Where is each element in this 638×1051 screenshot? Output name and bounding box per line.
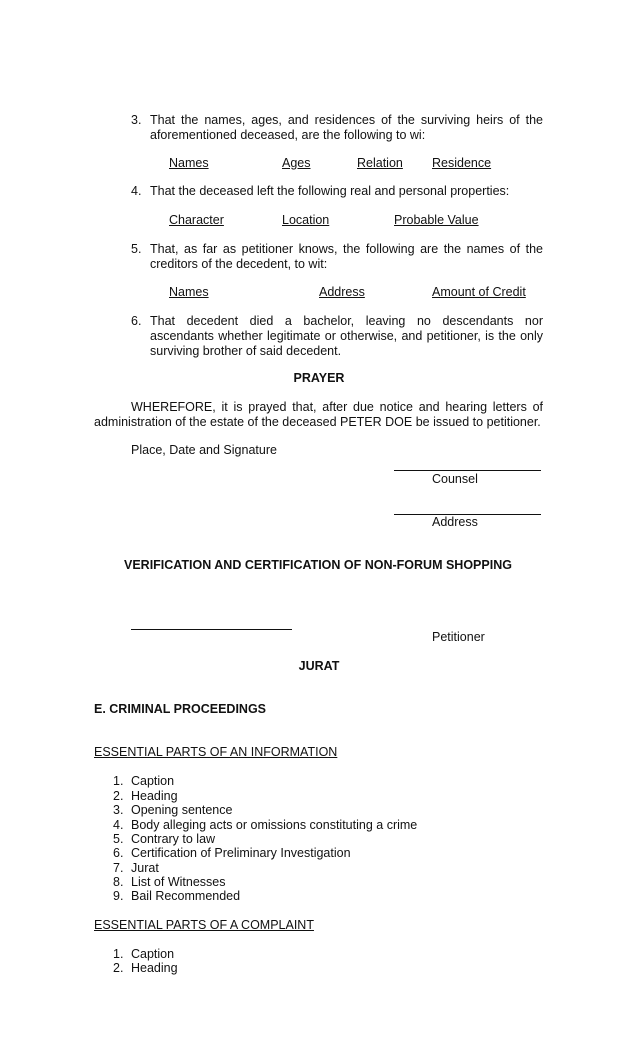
list-number: 1. (113, 774, 124, 788)
column-header: Address (319, 285, 365, 299)
prayer-text-line: WHEREFORE, it is prayed that, after due notice and hearing letters of (131, 400, 543, 414)
list-item: Certification of Preliminary Investigation (131, 846, 351, 860)
list-number: 2. (113, 789, 124, 803)
item-text-line: ascendants whether legitimate or otherwise, and petitioner, is the only (150, 329, 543, 343)
item-text-line: aforementioned deceased, are the following to wi: (150, 128, 426, 142)
column-header: Ages (282, 156, 311, 170)
list-item: Contrary to law (131, 832, 216, 846)
item-text-line: That decedent died a bachelor, leaving no descendants nor (150, 314, 543, 328)
list-number: 2. (113, 961, 124, 975)
list-number: 5. (113, 832, 124, 846)
item-number: 3. (131, 113, 142, 127)
column-header: Location (282, 213, 330, 227)
column-header: Character (169, 213, 224, 227)
item-number: 5. (131, 242, 142, 256)
item-text-line: creditors of the decedent, to wit: (150, 257, 328, 271)
prayer-text-line: administration of the estate of the deceased PETER DOE be issued to petitioner. (94, 415, 541, 429)
item-text-line: That, as far as petitioner knows, the following are the names of the (150, 242, 543, 256)
petitioner-signature-line (131, 629, 292, 630)
complaint-heading: ESSENTIAL PARTS OF A COMPLAINT (94, 918, 314, 932)
prayer-heading: PRAYER (293, 371, 345, 385)
list-item: Heading (131, 789, 178, 803)
list-number: 9. (113, 889, 124, 903)
list-item: Opening sentence (131, 803, 233, 817)
section-heading: E. CRIMINAL PROCEEDINGS (94, 702, 267, 716)
list-number: 7. (113, 861, 124, 875)
list-number: 6. (113, 846, 124, 860)
column-header: Names (169, 285, 209, 299)
list-item: Caption (131, 947, 175, 961)
column-header: Probable Value (394, 213, 479, 227)
list-item: Jurat (131, 861, 159, 875)
column-header: Residence (432, 156, 492, 170)
item-text-line: That the names, ages, and residences of the surviving heirs of the (150, 113, 543, 127)
list-item: Bail Recommended (131, 889, 241, 903)
list-item: Body alleging acts or omissions constituting a crime (131, 818, 418, 832)
list-number: 3. (113, 803, 124, 817)
list-number: 8. (113, 875, 124, 889)
list-number: 1. (113, 947, 124, 961)
jurat-heading: JURAT (298, 659, 340, 673)
counsel-label: Counsel (432, 472, 478, 486)
column-header: Names (169, 156, 209, 170)
list-item: Caption (131, 774, 175, 788)
column-header: Amount of Credit (432, 285, 526, 299)
address-label: Address (432, 515, 478, 529)
information-heading: ESSENTIAL PARTS OF AN INFORMATION (94, 745, 338, 759)
verification-heading: VERIFICATION AND CERTIFICATION OF NON-FORUM SHOPPING (124, 558, 512, 572)
item-text-line: That the deceased left the following real and personal properties: (150, 184, 510, 198)
list-item: Heading (131, 961, 178, 975)
item-text-line: surviving brother of said decedent. (150, 344, 342, 358)
list-number: 4. (113, 818, 124, 832)
item-number: 6. (131, 314, 142, 328)
place-date-signature: Place, Date and Signature (131, 443, 277, 457)
petitioner-label: Petitioner (432, 630, 485, 644)
column-header: Relation (357, 156, 403, 170)
item-number: 4. (131, 184, 142, 198)
list-item: List of Witnesses (131, 875, 226, 889)
counsel-signature-line (394, 470, 541, 471)
